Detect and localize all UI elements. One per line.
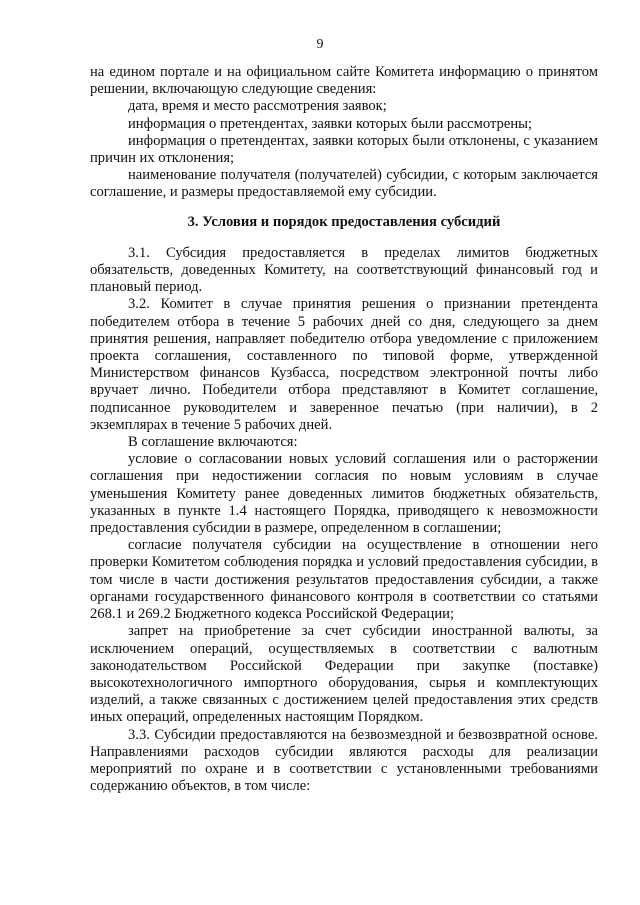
intro-paragraph: на едином портале и на официальном сайте Комитета информацию о принятом решении, включающую следующие сведения:: [90, 64, 598, 98]
prohibition-paragraph: запрет на приобретение за счет субсидии иностранной валюты, за исключением операций, осуществляемых в соответствии с валютным законодательством Российской Федерации при закупке (поставке) высокотехнологичного импортного оборудования, сырья и комплектующих изделий, а также связанных с достижением целей предоставления этих средств иных операций, определенных настоящим Порядком.: [90, 623, 598, 726]
clause-3-1: 3.1. Субсидия предоставляется в пределах лимитов бюджетных обязательств, доведенных Комитету, на соответствующий финансовый год и плановый период.: [90, 244, 598, 296]
clause-3-2: 3.2. Комитет в случае принятия решения о признании претендента победителем отбора в течение 5 рабочих дней со дня, следующего за днем принятия решения, направляет победителю отбора уведомление с приложением проекта соглашения, составленного по типовой форме, утвержденной Министерством финансов Кузбасса, посредством электронной почты либо вручает лично. Победители отбора представляют в Комитет соглашение, подписанное руководителем и заверенное печатью (при наличии), в 2 экземплярах в течение 5 рабочих дней.: [90, 296, 598, 433]
consent-paragraph: согласие получателя субсидии на осуществление в отношении него проверки Комитетом соблюдения порядка и условий предоставления субсидии, в том числе в части достижения результатов предоставления субсидии, а также органами государственного финансового контроля в соответствии со статьями 268.1 и 269.2 Бюджетного кодекса Российской Федерации;: [90, 537, 598, 623]
condition-paragraph: условие о согласовании новых условий соглашения или о расторжении соглашения при недостижении согласия по новым условиям в случае уменьшения Комитету ранее доведенных лимитов бюджетных обязательств, указанных в пункте 1.4 настоящего Порядка, приводящего к невозможности предоставления субсидии в размере, определенном в соглашении;: [90, 451, 598, 537]
list-item-recipient: наименование получателя (получателей) субсидии, с которым заключается соглашение, и размеры предоставляемой ему субсидии.: [90, 167, 598, 201]
list-item-reviewed: информация о претендентах, заявки которых были рассмотрены;: [128, 115, 532, 132]
agreement-includes: В соглашение включаются:: [128, 434, 298, 451]
section-title: 3. Условия и порядок предоставления субсидий: [187, 213, 501, 230]
list-item-rejected: информация о претендентах, заявки которых были отклонены, с указанием причин их отклонения;: [90, 132, 598, 167]
list-item-date: дата, время и место рассмотрения заявок;: [128, 98, 387, 115]
page-content: [90, 64, 598, 795]
page-number: 9: [316, 37, 324, 52]
clause-3-3: 3.3. Субсидии предоставляются на безвозмездной и безвозвратной основе. Направлениями расходов субсидии являются расходы для реализации мероприятий по охране и в соответствии с установленными требованиями содержанию объектов, в том числе:: [90, 726, 598, 795]
